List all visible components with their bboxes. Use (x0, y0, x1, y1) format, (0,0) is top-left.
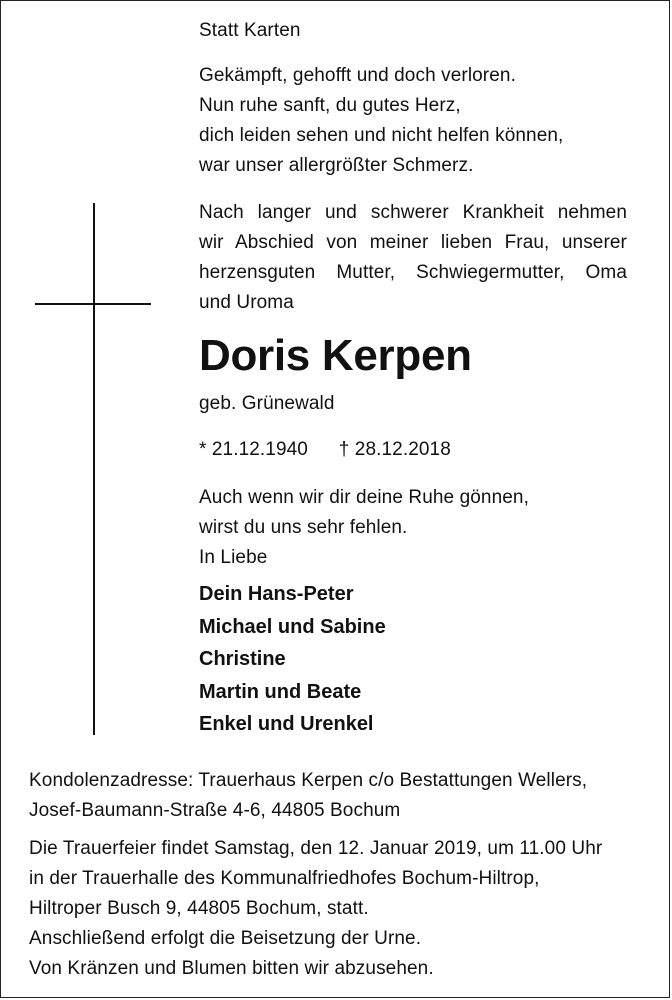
farewell-line: Auch wenn wir dir deine Ruhe gönnen, (199, 487, 529, 508)
family-member: Dein Hans-Peter (199, 583, 354, 605)
family-member: Enkel und Urenkel (199, 713, 374, 735)
family-member: Michael und Sabine (199, 615, 386, 638)
poem-line: dich leiden sehen und nicht helfen können, (199, 125, 564, 146)
condolence-line: Kondolenzadresse: Trauerhaus Kerpen c/o Bestattungen Wellers, (29, 770, 588, 791)
poem-line: Nun ruhe sanft, du gutes Herz, (199, 95, 461, 116)
in-liebe: In Liebe (199, 547, 268, 568)
family-list (199, 578, 386, 741)
announcement-line: wir Abschied von meiner lieben Frau, unserer (199, 232, 627, 253)
announcement-line: und Uroma (199, 292, 294, 313)
ceremony-line: Anschließend erfolgt die Beisetzung der Urne. (29, 928, 422, 949)
announcement-line: herzensguten Mutter, Schwiegermutter, Oma (199, 262, 627, 283)
cross-horizontal-bar (35, 303, 151, 305)
announcement-line: Nach langer und schwerer Krankheit nehmen (199, 202, 627, 223)
family-member: Martin und Beate (199, 680, 362, 703)
poem-line: Gekämpft, gehofft und doch verloren. (199, 65, 516, 86)
cross-vertical-bar (93, 203, 95, 735)
poem (199, 61, 563, 181)
statt-karten: Statt Karten (199, 20, 301, 41)
maiden-name: geb. Grünewald (199, 393, 335, 414)
ceremony-info (29, 834, 602, 984)
ceremony-line: Von Kränzen und Blumen bitten wir abzusehen. (29, 958, 434, 979)
ceremony-line: Die Trauerfeier findet Samstag, den 12. Januar 2019, um 11.00 Uhr (29, 838, 603, 859)
family-member: Christine (199, 648, 286, 670)
life-dates (199, 435, 451, 465)
ceremony-line: Hiltroper Busch 9, 44805 Bochum, statt. (29, 898, 369, 919)
ceremony-line: in der Trauerhalle des Kommunalfriedhofes Bochum-Hiltrop, (29, 868, 540, 889)
poem-line: war unser allergrößter Schmerz. (199, 155, 474, 176)
condolence-line: Josef-Baumann-Straße 4-6, 44805 Bochum (29, 800, 401, 821)
condolence-address (29, 766, 587, 826)
death-date: † 28.12.2018 (338, 439, 451, 460)
farewell-line: wirst du uns sehr fehlen. (199, 517, 408, 538)
farewell (199, 483, 529, 543)
announcement (199, 198, 627, 318)
deceased-name: Doris Kerpen (199, 331, 472, 380)
birth-date: * 21.12.1940 (199, 439, 308, 460)
